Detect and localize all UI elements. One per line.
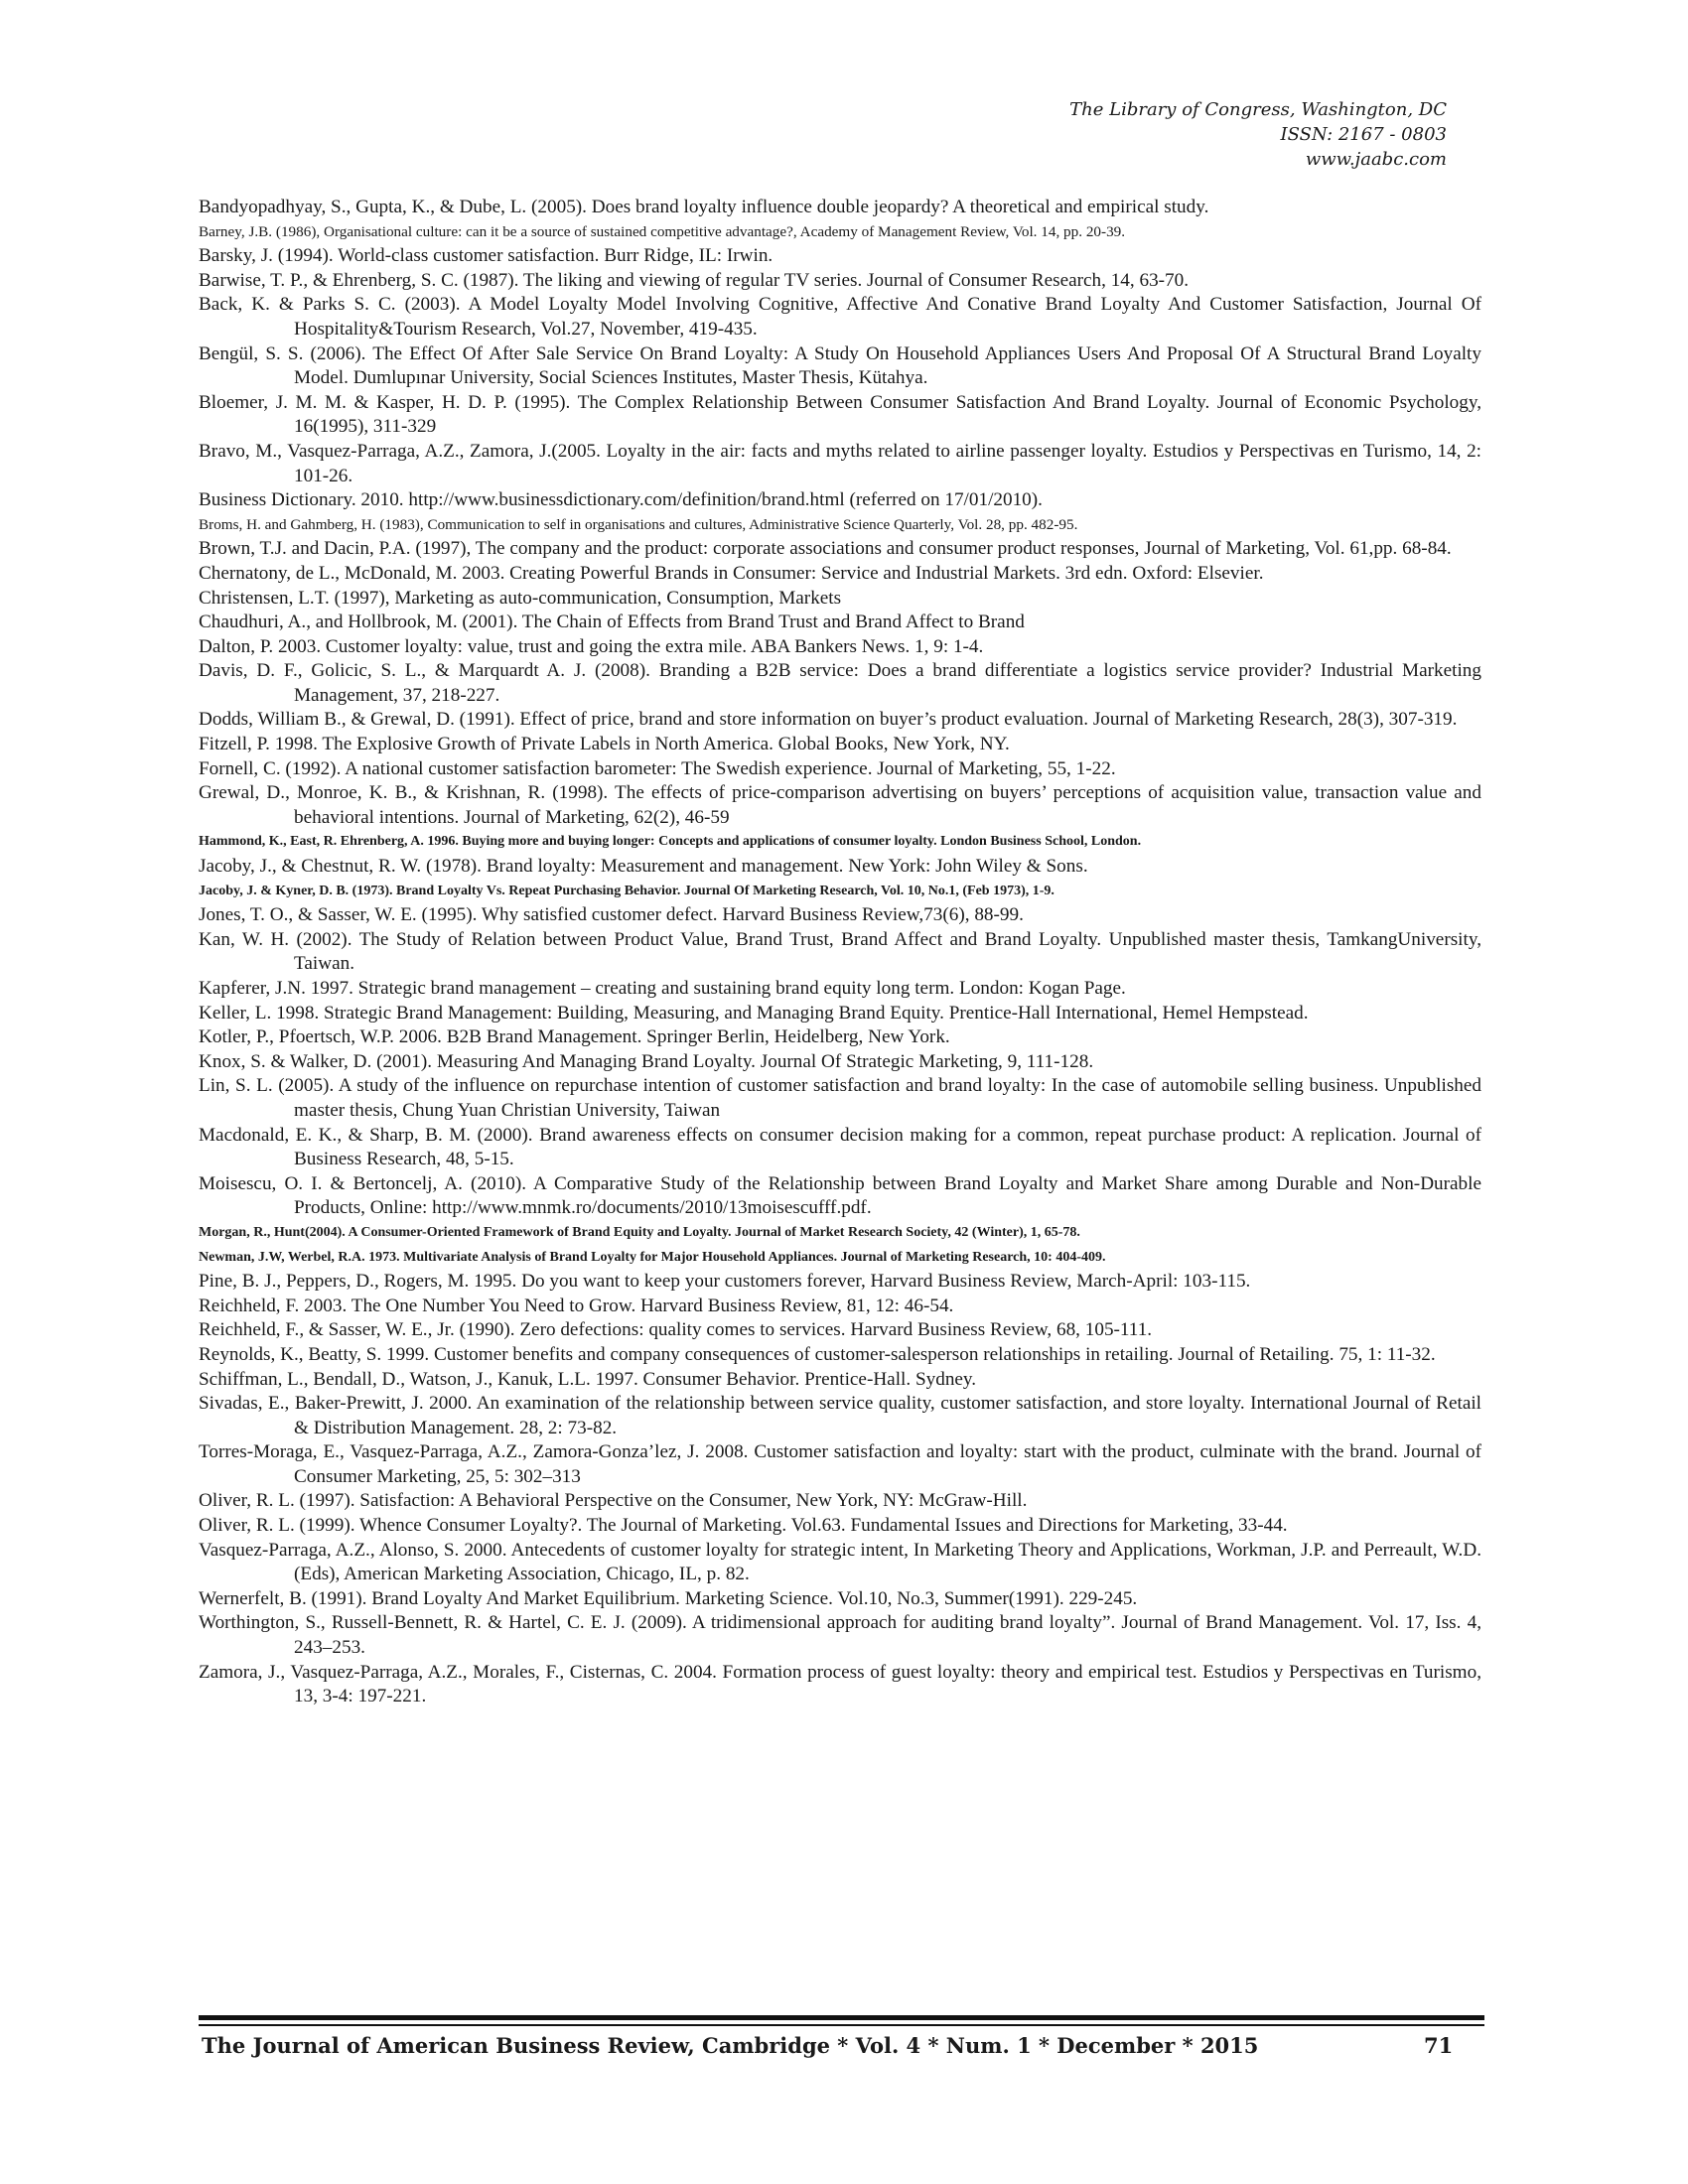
- reference-entry: Jacoby, J., & Chestnut, R. W. (1978). Brand loyalty: Measurement and management. New York: John Wiley & Sons.: [199, 856, 1088, 878]
- reference-entry: Moisescu, O. I. & Bertoncelj, A. (2010). A Comparative Study of the Relationship between Brand Loyalty and Market Share among Durable and Non-Durable Products, Online: http://www.mnmk.ro/documents/2010/13moisescufff.pdf.: [199, 1172, 1481, 1219]
- reference-entry: Reichheld, F. 2003. The One Number You Need to Grow. Harvard Business Review, 81, 12: 46-54.: [199, 1295, 954, 1316]
- reference-entry: Pine, B. J., Peppers, D., Rogers, M. 1995. Do you want to keep your customers forever, Harvard Business Review, March-April: 103-115.: [199, 1271, 1251, 1293]
- reference-entry: Reichheld, F., & Sasser, W. E., Jr. (1990). Zero defections: quality comes to services. Harvard Business Review, 68, 105-111.: [199, 1319, 1153, 1341]
- reference-entry: Dodds, William B., & Grewal, D. (1991). Effect of price, brand and store information on buyer’s product evaluation. Journal of Marketing Research, 28(3), 307-319.: [199, 709, 1458, 731]
- reference-entry: Kan, W. H. (2002). The Study of Relation between Product Value, Brand Trust, Brand Affect and Brand Loyalty. Unpublished master thesis, TamkangUniversity, Taiwan.: [199, 928, 1481, 975]
- reference-list: [199, 196, 1481, 1709]
- reference-entry: Jacoby, J. & Kyner, D. B. (1973). Brand Loyalty Vs. Repeat Purchasing Behavior. Journal Of Marketing Research, Vol. 10, No.1, (Feb 1973), 1-9.: [199, 883, 1055, 898]
- reference-entry: Keller, L. 1998. Strategic Brand Management: Building, Measuring, and Managing Brand Equity. Prentice-Hall International, Hemel Hempstead.: [199, 1002, 1309, 1024]
- reference-entry: Hammond, K., East, R. Ehrenberg, A. 1996. Buying more and buying longer: Concepts and applications of consumer loyalty. London Business School, London.: [199, 834, 1142, 850]
- reference-entry: Morgan, R., Hunt(2004). A Consumer-Oriented Framework of Brand Equity and Loyalty. Journal of Market Research Society, 42 (Winter), 1, 65-78.: [199, 1224, 1080, 1240]
- page-number: 71: [1424, 2033, 1454, 2058]
- reference-entry: Chaudhuri, A., and Hollbrook, M. (2001). The Chain of Effects from Brand Trust and Brand Affect to Brand: [199, 612, 1025, 633]
- footer-rule-thin: [199, 2024, 1484, 2026]
- reference-entry: Brown, T.J. and Dacin, P.A. (1997), The company and the product: corporate associations and consumer product responses, Journal of Marketing, Vol. 61,pp. 68-84.: [199, 538, 1452, 560]
- reference-entry: Fornell, C. (1992). A national customer satisfaction barometer: The Swedish experience. Journal of Marketing, 55, 1-22.: [199, 757, 1116, 779]
- reference-entry: Barwise, T. P., & Ehrenberg, S. C. (1987). The liking and viewing of regular TV series. Journal of Consumer Research, 14, 63-70.: [199, 269, 1190, 291]
- reference-entry: Fitzell, P. 1998. The Explosive Growth of Private Labels in North America. Global Books, New York, NY.: [199, 734, 1010, 755]
- reference-entry: Vasquez-Parraga, A.Z., Alonso, S. 2000. Antecedents of customer loyalty for strategic intent, In Marketing Theory and Applications, Workman, J.P. and Perreault, W.D. (Eds), American Marketing Association, Chicago, IL, p. 82.: [199, 1539, 1481, 1585]
- reference-entry: Torres-Moraga, E., Vasquez-Parraga, A.Z., Zamora-Gonza’lez, J. 2008. Customer satisfaction and loyalty: start with the product, culminate with the brand. Journal of Consumer Marketing, 25, 5: 302–313: [199, 1441, 1481, 1487]
- reference-entry: Schiffman, L., Bendall, D., Watson, J., Kanuk, L.L. 1997. Consumer Behavior. Prentice-Hall. Sydney.: [199, 1368, 977, 1390]
- reference-entry: Barney, J.B. (1986), Organisational culture: can it be a source of sustained competitive advantage?, Academy of Management Review, Vol. 14, pp. 20-39.: [199, 222, 1126, 240]
- header-library: The Library of Congress, Washington, DC: [1069, 99, 1447, 120]
- reference-entry: Chernatony, de L., McDonald, M. 2003. Creating Powerful Brands in Consumer: Service and Industrial Markets. 3rd edn. Oxford: Elsevier.: [199, 562, 1264, 584]
- reference-entry: Sivadas, E., Baker-Prewitt, J. 2000. An examination of the relationship between service quality, customer satisfaction, and store loyalty. International Journal of Retail & Distribution Management. 28, 2: 73-82.: [199, 1393, 1481, 1438]
- reference-entry: Worthington, S., Russell-Bennett, R. & Hartel, C. E. J. (2009). A tridimensional approach for auditing brand loyalty”. Journal of Brand Management. Vol. 17, Iss. 4, 243–253.: [199, 1612, 1481, 1659]
- reference-entry: Knox, S. & Walker, D. (2001). Measuring And Managing Brand Loyalty. Journal Of Strategic Marketing, 9, 111-128.: [199, 1050, 1094, 1072]
- reference-entry: Wernerfelt, B. (1991). Brand Loyalty And Market Equilibrium. Marketing Science. Vol.10, No.3, Summer(1991). 229-245.: [199, 1587, 1138, 1609]
- footer-rule-thick: [199, 2015, 1484, 2020]
- reference-entry: Broms, H. and Gahmberg, H. (1983), Communication to self in organisations and cultures, Administrative Science Quarterly, Vol. 28, pp. 482-95.: [199, 515, 1078, 533]
- reference-entry: Christensen, L.T. (1997), Marketing as auto-communication, Consumption, Markets: [199, 587, 842, 609]
- reference-entry: Bravo, M., Vasquez-Parraga, A.Z., Zamora, J.(2005. Loyalty in the air: facts and myths related to airline passenger loyalty. Estudios y Perspectivas en Turismo, 14, 2: 101-26.: [199, 440, 1481, 486]
- reference-entry: Reynolds, K., Beatty, S. 1999. Customer benefits and company consequences of customer-salesperson relationships in retailing. Journal of Retailing. 75, 1: 11-32.: [199, 1343, 1436, 1365]
- reference-entry: Newman, J.W, Werbel, R.A. 1973. Multivariate Analysis of Brand Loyalty for Major Household Appliances. Journal of Marketing Research, 10: 404-409.: [199, 1249, 1106, 1265]
- reference-entry: Barsky, J. (1994). World-class customer satisfaction. Burr Ridge, IL: Irwin.: [199, 245, 774, 267]
- reference-entry: Davis, D. F., Golicic, S. L., & Marquardt A. J. (2008). Branding a B2B service: Does a brand differentiate a logistics service provider? Industrial Marketing Management, 37, 218-227.: [199, 660, 1481, 706]
- reference-entry: Back, K. & Parks S. C. (2003). A Model Loyalty Model Involving Cognitive, Affective And Conative Brand Loyalty And Customer Satisfaction, Journal Of Hospitality&Tourism Research, Vol.27, November, 419-435.: [199, 294, 1481, 340]
- reference-entry: Bengül, S. S. (2006). The Effect Of After Sale Service On Brand Loyalty: A Study On Household Appliances Users And Proposal Of A Structural Brand Loyalty Model. Dumlupınar University, Social Sciences Institutes, Master Thesis, Kütahya.: [199, 342, 1481, 389]
- reference-entry: Oliver, R. L. (1997). Satisfaction: A Behavioral Perspective on the Consumer, New York, NY: McGraw-Hill.: [199, 1490, 1028, 1512]
- reference-entry: Dalton, P. 2003. Customer loyalty: value, trust and going the extra mile. ABA Bankers News. 1, 9: 1-4.: [199, 635, 984, 657]
- reference-entry: Grewal, D., Monroe, K. B., & Krishnan, R. (1998). The effects of price-comparison advertising on buyers’ perceptions of acquisition value, transaction value and behavioral intentions. Journal of Marketing, 62(2), 46-59: [199, 782, 1481, 828]
- footer-journal-title: The Journal of American Business Review, Cambridge * Vol. 4 * Num. 1 * December * 2015: [202, 2033, 1259, 2058]
- reference-entry: Zamora, J., Vasquez-Parraga, A.Z., Morales, F., Cisternas, C. 2004. Formation process of guest loyalty: theory and empirical test. Estudios y Perspectivas en Turismo, 13, 3-4: 197-221.: [199, 1661, 1481, 1707]
- header-website: www.jaabc.com: [1305, 149, 1447, 170]
- reference-entry: Macdonald, E. K., & Sharp, B. M. (2000). Brand awareness effects on consumer decision making for a common, repeat purchase product: A replication. Journal of Business Research, 48, 5-15.: [199, 1124, 1481, 1170]
- reference-entry: Bloemer, J. M. M. & Kasper, H. D. P. (1995). The Complex Relationship Between Consumer Satisfaction And Brand Loyalty. Journal of Economic Psychology, 16(1995), 311-329: [199, 391, 1481, 438]
- header-issn: ISSN: 2167 - 0803: [1280, 124, 1447, 145]
- running-header: [1069, 97, 1447, 172]
- reference-entry: Kapferer, J.N. 1997. Strategic brand management – creating and sustaining brand equity long term. London: Kogan Page.: [199, 978, 1126, 999]
- reference-entry: Lin, S. L. (2005). A study of the influence on repurchase intention of customer satisfaction and brand loyalty: In the case of automobile selling business. Unpublished master thesis, Chung Yuan Christian University, Taiwan: [199, 1075, 1481, 1121]
- reference-entry: Business Dictionary. 2010. http://www.businessdictionary.com/definition/brand.html (referred on 17/01/2010).: [199, 489, 1043, 511]
- reference-entry: Kotler, P., Pfoertsch, W.P. 2006. B2B Brand Management. Springer Berlin, Heidelberg, New York.: [199, 1026, 950, 1048]
- reference-entry: Bandyopadhyay, S., Gupta, K., & Dube, L. (2005). Does brand loyalty influence double jeopardy? A theoretical and empirical study.: [199, 197, 1209, 217]
- reference-entry: Oliver, R. L. (1999). Whence Consumer Loyalty?. The Journal of Marketing. Vol.63. Fundamental Issues and Directions for Marketing, 33-44.: [199, 1515, 1288, 1537]
- reference-entry: Jones, T. O., & Sasser, W. E. (1995). Why satisfied customer defect. Harvard Business Review,73(6), 88-99.: [199, 904, 1024, 926]
